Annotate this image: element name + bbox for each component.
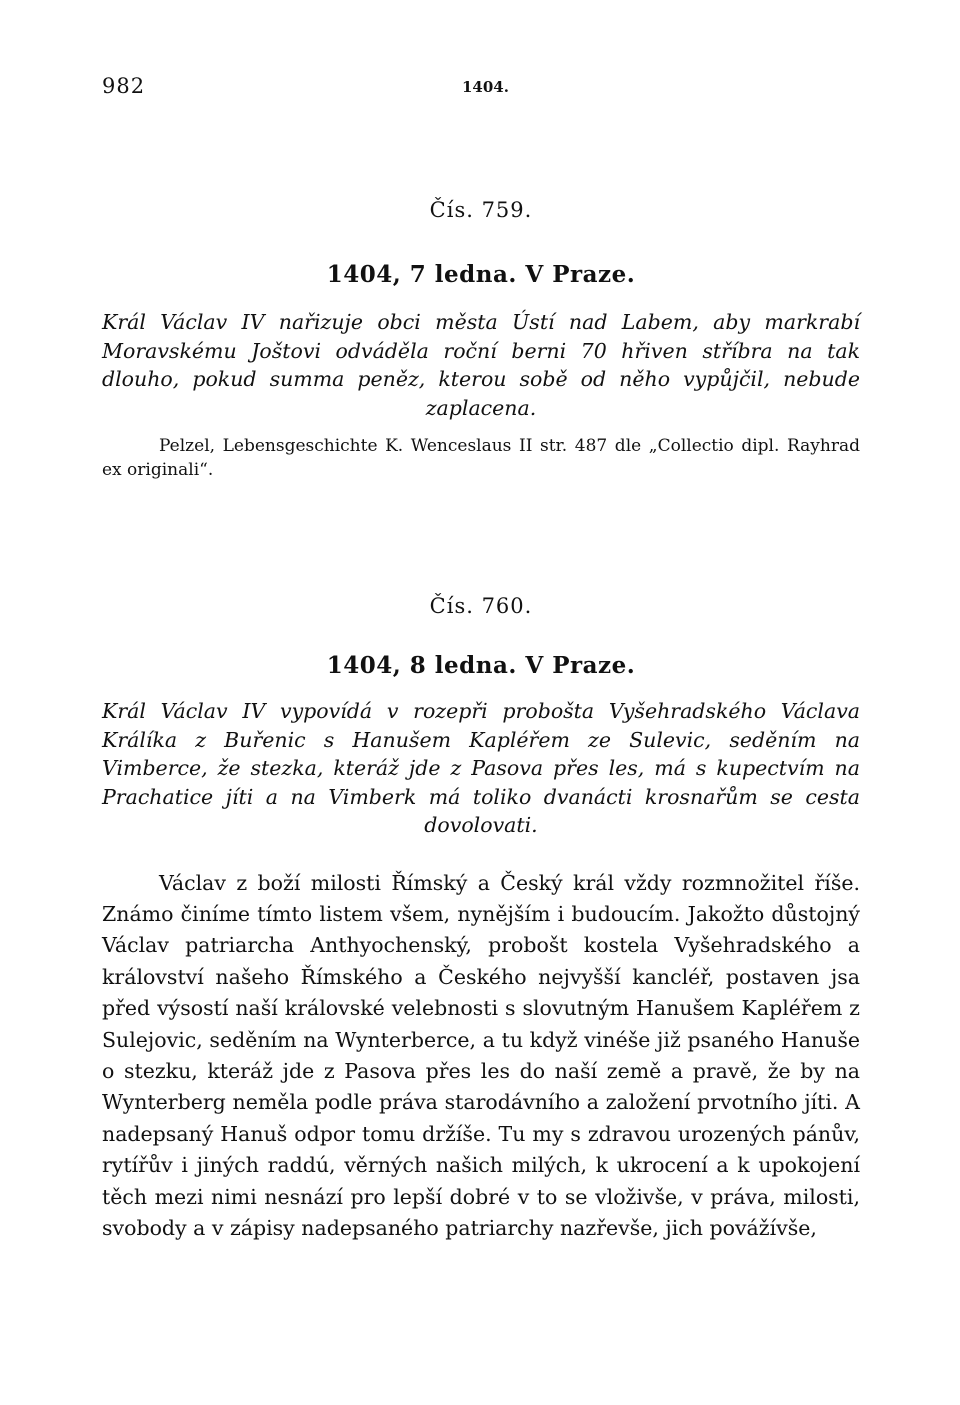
page-number: 982 bbox=[102, 74, 146, 98]
document-entry-760 bbox=[102, 592, 860, 1244]
document-number: Čís. 760. bbox=[429, 594, 533, 618]
document-date-place: 1404, 7 ledna. V Praze. bbox=[326, 261, 636, 288]
document-summary: Král Václav IV vypovídá v rozepři probošta Vyšehradského Václava Králíka z Buřenic s Hanušem Kapléřem ze Sulevic, seděním na Vimberce, že stezka, kteráž jde z Pasova přes les, má s kupectvím na Prachatice jíti a na Vimberk má toliko dvanácti krosnařům se cesta dovolovati. bbox=[102, 699, 860, 837]
document-source-note: Pelzel, Lebensgeschichte K. Wenceslaus II str. 487 dle „Collectio dipl. Rayhrad ex originali“. bbox=[102, 436, 860, 480]
running-header bbox=[102, 74, 860, 104]
document-date-place: 1404, 8 ledna. V Praze. bbox=[326, 652, 636, 679]
document-body-text: Václav z boží milosti Římský a Český král vždy rozmnožitel říše. Známo činíme tímto listem všem, nynějším i budoucím. Jakožto důstojný Václav patriarcha Anthyochenský, probošt kostela Vyšehradského a království našeho Římského a Českého nejvyšší kancléř, postaven jsa před výsostí naší královské velebnosti s slovutným Hanušem Kapléřem z Sulejovic, seděním na Wynterberce, a tu když vinéše již psaného Hanuše o stezku, kteráž jde z Pasova přes les do naší země a pravě, že by na Wynterberg neměla podle práva starodávního a založení prvotního jíti. A nadepsaný Hanuš odpor tomu držíše. Tu my s zdravou urozených pánův, rytířův i jiných raddú, věrných našich milých, k ukrocení a k upokojení těch mezi nimi nesnází pro lepší dobré v to se vloživše, v práva, milosti, svobody a v zápisy nadepsaného patriarchy nazřevše, jich povážívše, bbox=[102, 870, 860, 1240]
document-entry-759 bbox=[102, 196, 860, 482]
document-number: Čís. 759. bbox=[429, 198, 533, 222]
document-summary: Král Václav IV nařizuje obci města Ústí nad Labem, aby markrabí Moravskému Joštovi odváděla roční berni 70 hřiven stříbra na tak dlouho, pokud summa peněz, kterou sobě od něho vypůjčil, nebude zaplacena. bbox=[102, 310, 860, 420]
running-year: 1404. bbox=[462, 78, 509, 96]
